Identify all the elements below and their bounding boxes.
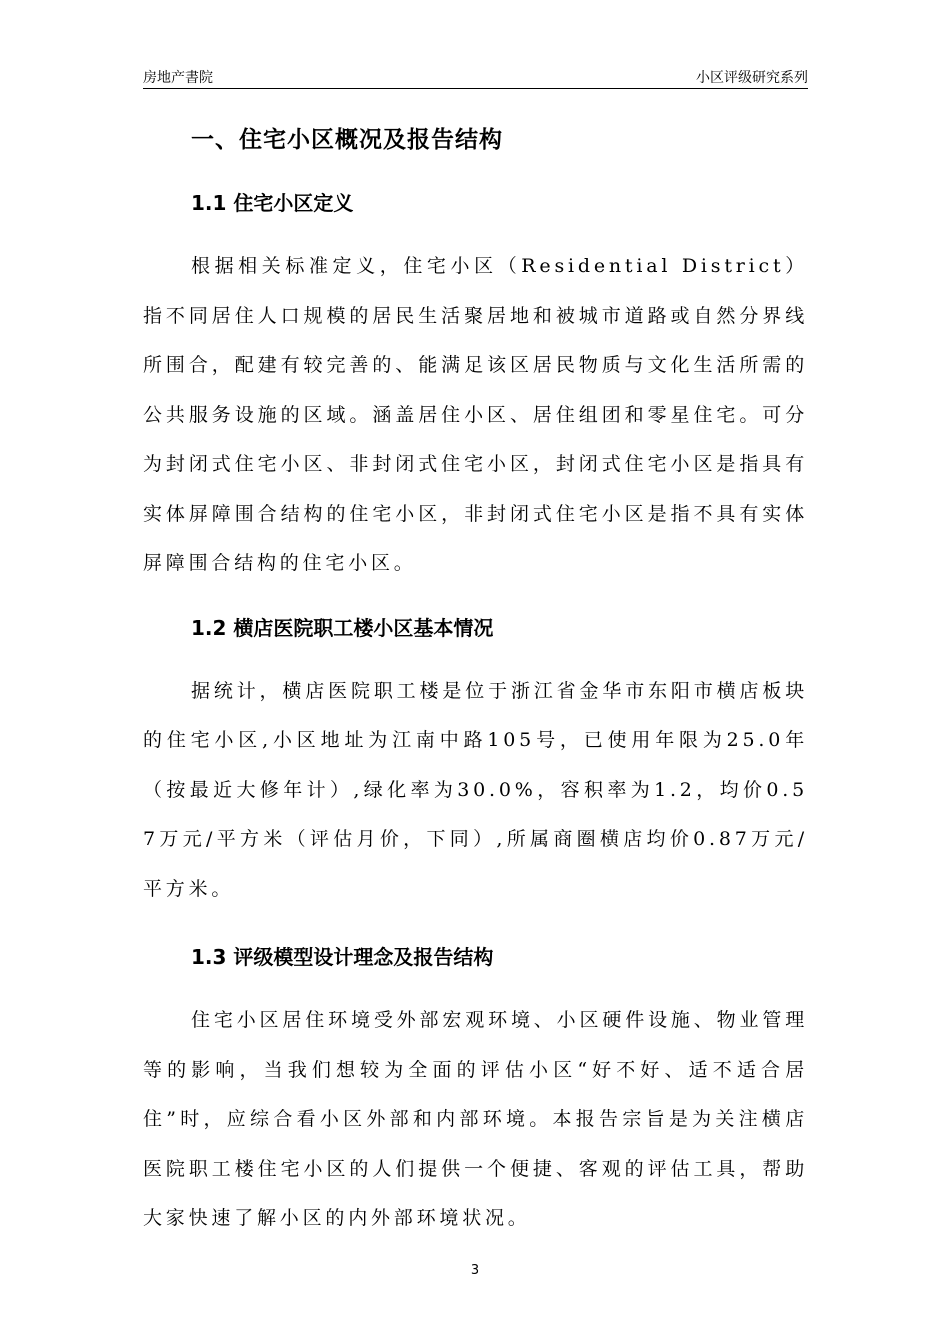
header-publisher: 房地产書院 (143, 70, 213, 86)
header-series-title: 小区评级研究系列 (696, 70, 808, 86)
section-title: 1.2 横店医院职工楼小区基本情况 (191, 615, 494, 640)
section-definition (143, 172, 808, 591)
page-content (143, 112, 808, 1246)
section-title: 1.3 评级模型设计理念及报告结构 (191, 945, 494, 969)
section-body: 根据相关标准定义，住宅小区（Residential District）指不同居住人口规模的居民生活聚居地和被城市道路或自然分界线所围合，配建有较完善的、能满足该区居民物质与文化生活所需的公共服务设施的区域。涵盖居住小区、居住组团和零星住宅。可分为封闭式住宅小区、非封闭式住宅小区，封闭式住宅小区是指具有实体屏障围合结构的住宅小区，非封闭式住宅小区是指不具有实体屏障围合结构的住宅小区。 (143, 255, 808, 574)
section-basic-info (143, 597, 808, 917)
section-model-design (143, 926, 808, 1246)
page-number: 3 (470, 1263, 480, 1278)
chapter-title: 一、住宅小区概况及报告结构 (191, 127, 503, 153)
section-body: 据统计，横店医院职工楼是位于浙江省金华市东阳市横店板块的住宅小区,小区地址为江南中路105号，已使用年限为25.0年（按最近大修年计）,绿化率为30.0%，容积率为1.2，均价0.57万元/平方米（评估月价，下同）,所属商圈横店均价0.87万元/平方米。 (143, 679, 808, 900)
page-header (143, 66, 808, 89)
section-body: 住宅小区居住环境受外部宏观环境、小区硬件设施、物业管理等的影响，当我们想较为全面的评估小区“好不好、适不适合居住”时，应综合看小区外部和内部环境。本报告宗旨是为关注横店医院职工楼住宅小区的人们提供一个便捷、客观的评估工具，帮助大家快速了解小区的内外部环境状况。 (143, 1009, 808, 1229)
section-title: 1.1 住宅小区定义 (191, 191, 354, 215)
